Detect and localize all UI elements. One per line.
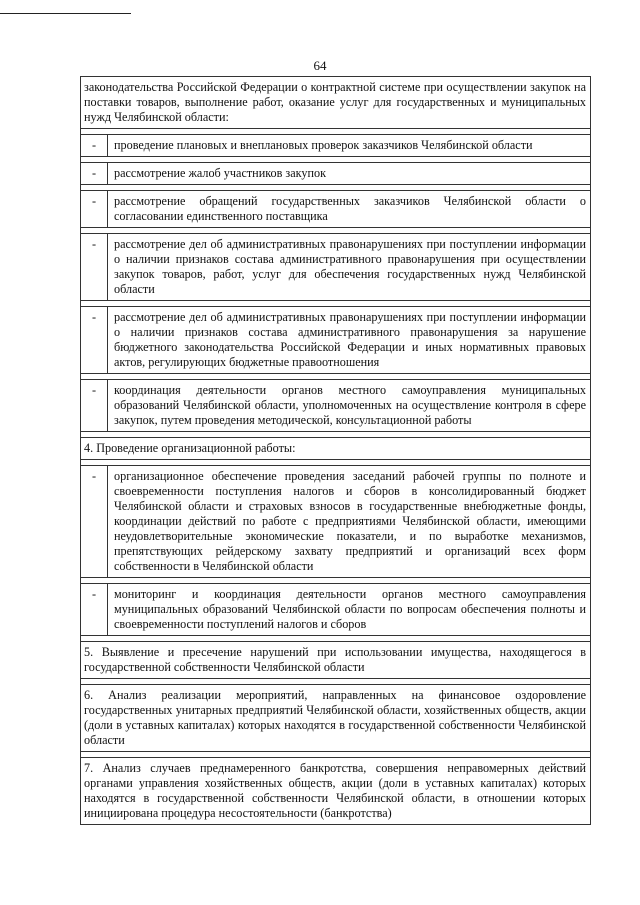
list-item <box>81 584 591 636</box>
section-heading-row <box>81 438 591 460</box>
section-4-heading: 4. Проведение организационной работы: <box>81 438 591 460</box>
section-6-text: 6. Анализ реализации мероприятий, направленных на финансовое оздоровление государственных унитарных предприятий Челябинской области, хозяйственных обществ, акции (доли в уставных капиталах) которых находятся в государственной собственности Челябинской области <box>81 685 591 752</box>
list-item-text: проведение плановых и внеплановых проверок заказчиков Челябинской области <box>108 135 591 157</box>
list-item-text: рассмотрение дел об административных правонарушениях при поступлении информации о наличии признаков состава административного правонарушения за нарушение бюджетного законодательства Российской Федерации и иных нормативных правовых актов, регулирующих бюджетные правоотношения <box>108 307 591 374</box>
list-item <box>81 466 591 578</box>
list-item-text: рассмотрение дел об административных правонарушениях при поступлении информации о наличии признаков состава административного правонарушения при осуществлении закупок товаров, работ, услуг для обеспечения государственных нужд Челябинской области <box>108 234 591 301</box>
section-row <box>81 642 591 679</box>
section-7-text: 7. Анализ случаев преднамеренного банкротства, совершения неправомерных действий органами управления хозяйственных обществ, акции (доли в уставных капиталах) которых находятся в государственной собственности Челябинской области, в отношении которых инициирована процедура несостоятельности (банкротства) <box>81 758 591 825</box>
intro-row <box>81 77 591 129</box>
section-row <box>81 685 591 752</box>
list-item <box>81 191 591 228</box>
bullet-dash: - <box>81 234 108 301</box>
list-item-text: координация деятельности органов местного самоуправления муниципальных образований Челябинской области, уполномоченных на осуществление контроля в сфере закупок, путем проведения методической, консультационной работы <box>108 380 591 432</box>
bullet-dash: - <box>81 466 108 578</box>
corner-rule <box>0 13 131 14</box>
list-item <box>81 135 591 157</box>
section-row <box>81 758 591 825</box>
bullet-dash: - <box>81 163 108 185</box>
list-item <box>81 234 591 301</box>
bullet-dash: - <box>81 191 108 228</box>
document-table <box>80 76 591 825</box>
list-item-text: организационное обеспечение проведения заседаний рабочей группы по полноте и своевременности поступления налогов и сборов в консолидированный бюджет Челябинской области и страховых взносов в государственные внебюджетные фонды, координации действий по работе с предприятиями Челябинской области, имеющими неудовлетворительные экономические показатели, и по выработке механизмов, препятствующих рейдерскому захвату предприятий и организаций всех форм собственности в Челябинской области <box>108 466 591 578</box>
section-5-text: 5. Выявление и пресечение нарушений при использовании имущества, находящегося в государственной собственности Челябинской области <box>81 642 591 679</box>
list-item <box>81 163 591 185</box>
bullet-dash: - <box>81 135 108 157</box>
list-item-text: рассмотрение обращений государственных заказчиков Челябинской области о согласовании единственного поставщика <box>108 191 591 228</box>
list-item <box>81 380 591 432</box>
bullet-dash: - <box>81 380 108 432</box>
page-number: 64 <box>313 58 327 73</box>
list-item-text: рассмотрение жалоб участников закупок <box>108 163 591 185</box>
list-item <box>81 307 591 374</box>
bullet-dash: - <box>81 584 108 636</box>
list-item-text: мониторинг и координация деятельности органов местного самоуправления муниципальных образований Челябинской области по вопросам обеспечения полноты и своевременности поступлений налогов и сборов <box>108 584 591 636</box>
intro-text: законодательства Российской Федерации о контрактной системе при осуществлении закупок на поставки товаров, выполнение работ, оказание услуг для государственных и муниципальных нужд Челябинской области: <box>81 77 591 129</box>
bullet-dash: - <box>81 307 108 374</box>
